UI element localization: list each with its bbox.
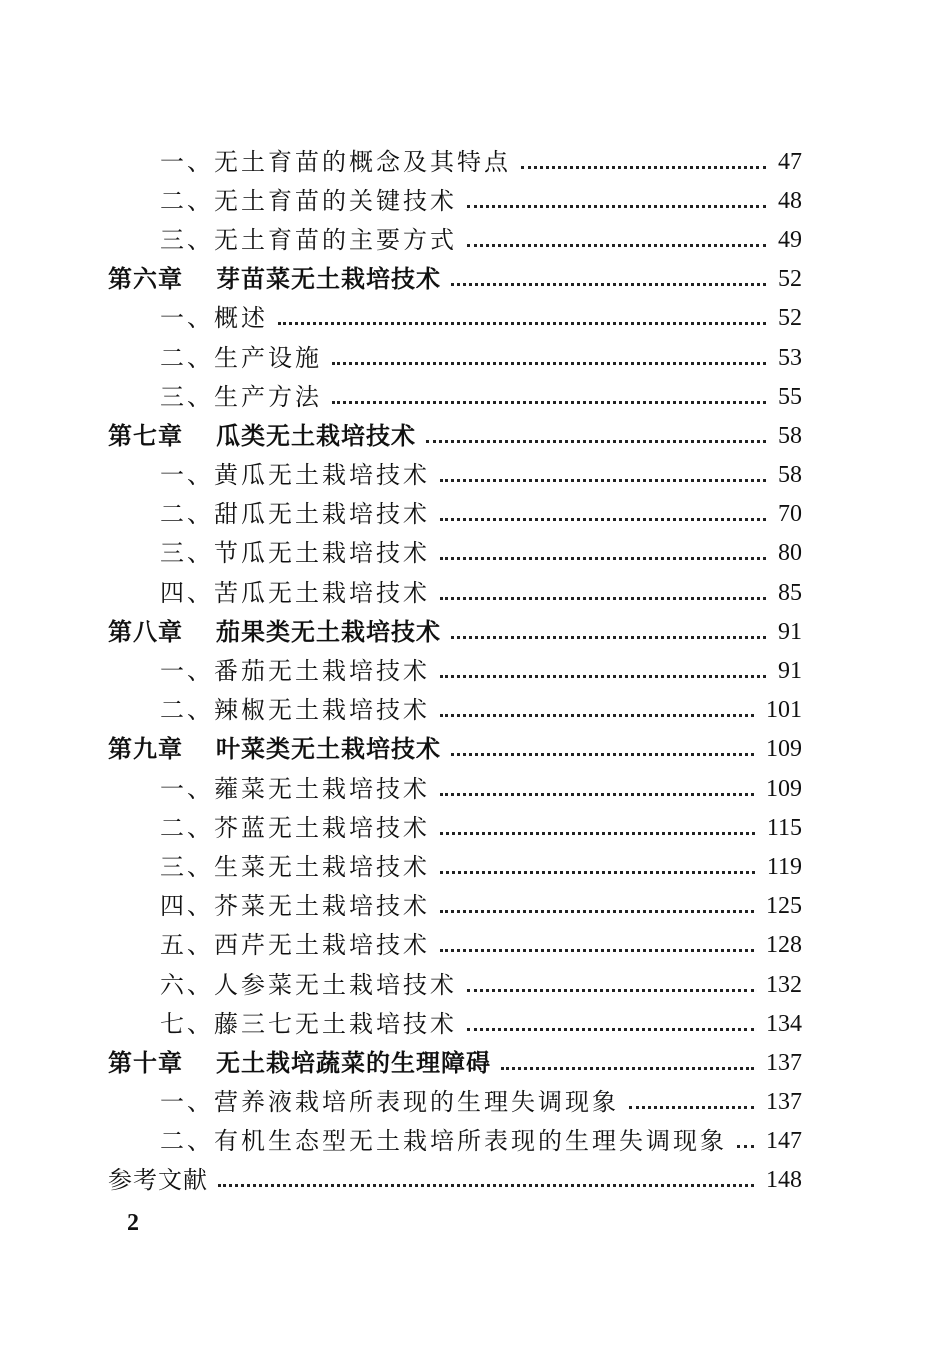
- toc-entry-title: 一、营养液栽培所表现的生理失调现象: [160, 1088, 619, 1117]
- toc-chapter: [0, 612, 950, 651]
- toc-entry: [0, 651, 950, 690]
- toc-entry: [0, 965, 950, 1004]
- toc-chapter-title: [108, 1047, 491, 1077]
- toc-entry-title: 三、无土育苗的主要方式: [160, 225, 457, 254]
- toc-chapter-title: [108, 616, 441, 646]
- toc-entry-title: 三、节瓜无土栽培技术: [160, 539, 430, 568]
- table-of-contents: [0, 142, 950, 1200]
- toc-chapter: [0, 1043, 950, 1082]
- toc-leader: [440, 477, 766, 482]
- toc-leader: [467, 987, 754, 992]
- toc-leader: [426, 438, 766, 443]
- toc-entry-page: 47: [778, 148, 802, 175]
- toc-entry-page: 119: [766, 853, 802, 880]
- toc-entry-title: 四、芥菜无土栽培技术: [160, 892, 430, 921]
- toc-leader: [501, 1065, 754, 1070]
- toc-entry: [0, 495, 950, 534]
- toc-leader: [440, 830, 755, 835]
- toc-leader: [332, 399, 766, 404]
- toc-chapter: [0, 416, 950, 455]
- chapter-number: 第六章: [108, 264, 183, 294]
- toc-entry-title: 二、生产设施: [160, 343, 322, 372]
- toc-entry: [0, 573, 950, 612]
- toc-entry-page: 134: [766, 1010, 802, 1037]
- toc-leader: [218, 1182, 754, 1187]
- toc-leader: [440, 673, 766, 678]
- toc-entry-page: 101: [766, 697, 802, 724]
- toc-entry-page: 80: [778, 540, 802, 567]
- toc-entry-page: 132: [766, 971, 802, 998]
- toc-entry: [0, 691, 950, 730]
- toc-entry-title: 二、辣椒无土栽培技术: [160, 696, 430, 725]
- toc-leader: [440, 908, 754, 913]
- toc-entry: [0, 847, 950, 886]
- toc-entry: [0, 181, 950, 220]
- toc-entry-page: 147: [766, 1128, 802, 1155]
- toc-entry-page: 49: [778, 226, 802, 253]
- toc-entry: [0, 808, 950, 847]
- toc-leader: [467, 1026, 754, 1031]
- toc-entry-title: 六、人参菜无土栽培技术: [160, 970, 457, 999]
- chapter-title: 瓜类无土栽培技术: [216, 420, 416, 450]
- toc-entry-title: 四、苦瓜无土栽培技术: [160, 578, 430, 607]
- toc-chapter-title: [108, 734, 441, 764]
- toc-entry-page: 70: [778, 501, 802, 528]
- toc-entry: [0, 769, 950, 808]
- toc-entry-page: 137: [766, 1049, 802, 1076]
- chapter-title: 芽苗菜无土栽培技术: [216, 264, 441, 294]
- chapter-number: 第八章: [108, 616, 183, 646]
- toc-entry-page: 52: [778, 266, 802, 293]
- toc-entry: [0, 1004, 950, 1043]
- toc-entry-title: 一、蕹菜无土栽培技术: [160, 774, 430, 803]
- chapter-title: 茄果类无土栽培技术: [216, 616, 441, 646]
- toc-entry-title: 参考文献: [108, 1166, 208, 1195]
- toc-entry-title: 二、有机生态型无土栽培所表现的生理失调现象: [160, 1127, 727, 1156]
- toc-entry-page: 53: [778, 344, 802, 371]
- toc-entry-page: 48: [778, 187, 802, 214]
- toc-leader: [467, 242, 766, 247]
- chapter-title: 无土栽培蔬菜的生理障碍: [216, 1047, 491, 1077]
- toc-entry-title: 二、无土育苗的关键技术: [160, 186, 457, 215]
- toc-leader: [440, 712, 754, 717]
- chapter-title: 叶菜类无土栽培技术: [216, 734, 441, 764]
- toc-entry: [0, 534, 950, 573]
- toc-entry-title: 一、番茄无土栽培技术: [160, 657, 430, 686]
- toc-entry-title: 一、概述: [160, 304, 268, 333]
- toc-entry-page: 85: [778, 579, 802, 606]
- toc-entry-page: 115: [766, 814, 802, 841]
- toc-entry-page: 109: [766, 736, 802, 763]
- toc-leader: [521, 164, 766, 169]
- toc-entry: [0, 338, 950, 377]
- toc-entry: [0, 456, 950, 495]
- toc-entry-title: 二、芥蓝无土栽培技术: [160, 813, 430, 842]
- toc-entry-page: 58: [778, 422, 802, 449]
- toc-entry-title: 一、无土育苗的概念及其特点: [160, 147, 511, 176]
- toc-entry-title: 七、藤三七无土栽培技术: [160, 1009, 457, 1038]
- toc-entry: [0, 377, 950, 416]
- toc-leader: [278, 320, 766, 325]
- toc-entry-title: 三、生菜无土栽培技术: [160, 852, 430, 881]
- toc-leader: [440, 947, 754, 952]
- toc-entry: [0, 887, 950, 926]
- toc-entry-title: 二、甜瓜无土栽培技术: [160, 500, 430, 529]
- chapter-number: 第九章: [108, 734, 183, 764]
- toc-entry-page: 55: [778, 383, 802, 410]
- toc-leader: [451, 281, 766, 286]
- toc-leader: [440, 555, 766, 560]
- toc-leader: [332, 360, 766, 365]
- toc-entry: [0, 220, 950, 259]
- toc-references: [0, 1161, 950, 1200]
- toc-entry: [0, 1122, 950, 1161]
- toc-chapter-title: [108, 264, 441, 294]
- toc-entry-page: 137: [766, 1089, 802, 1116]
- toc-entry-title: 五、西芹无土栽培技术: [160, 931, 430, 960]
- toc-chapter: [0, 730, 950, 769]
- toc-leader: [440, 516, 766, 521]
- toc-entry-page: 52: [778, 305, 802, 332]
- toc-entry: [0, 142, 950, 181]
- toc-chapter: [0, 260, 950, 299]
- toc-entry-title: 三、生产方法: [160, 382, 322, 411]
- toc-entry-page: 91: [778, 618, 802, 645]
- toc-entry: [0, 926, 950, 965]
- toc-leader: [440, 595, 766, 600]
- toc-entry: [0, 299, 950, 338]
- toc-entry-page: 128: [766, 932, 802, 959]
- toc-leader: [737, 1143, 754, 1148]
- toc-entry-page: 148: [766, 1167, 802, 1194]
- toc-entry: [0, 1083, 950, 1122]
- toc-entry-page: 91: [778, 658, 802, 685]
- chapter-number: 第十章: [108, 1047, 183, 1077]
- toc-leader: [440, 791, 754, 796]
- toc-leader: [451, 634, 766, 639]
- toc-entry-title: 一、黄瓜无土栽培技术: [160, 461, 430, 490]
- chapter-number: 第七章: [108, 420, 183, 450]
- toc-leader: [629, 1104, 754, 1109]
- toc-entry-page: 125: [766, 893, 802, 920]
- toc-leader: [440, 869, 755, 874]
- toc-leader: [467, 203, 766, 208]
- page-number: 2: [127, 1210, 139, 1236]
- toc-chapter-title: [108, 420, 416, 450]
- toc-leader: [451, 751, 754, 756]
- toc-entry-page: 109: [766, 775, 802, 802]
- toc-entry-page: 58: [778, 462, 802, 489]
